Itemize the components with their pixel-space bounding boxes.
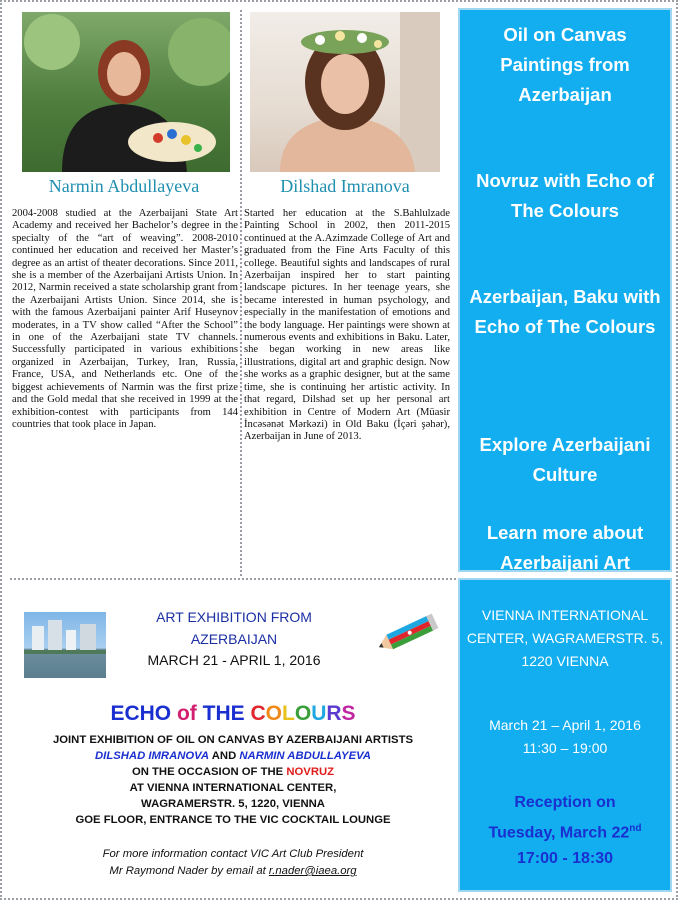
- venue-hours: 11:30 – 19:00: [522, 740, 608, 756]
- reception-time: 17:00 - 18:30: [516, 850, 614, 868]
- sidebar-item-baku: Azerbaijan, Baku with Echo of The Colours: [469, 286, 661, 337]
- column-divider: [240, 10, 242, 576]
- joint-exhibition-line: JOINT EXHIBITION OF OIL ON CANVAS BY AZERBAIJANI ARTISTS: [52, 734, 414, 746]
- sidebar-item-culture: Explore Azerbaijani Culture: [479, 434, 651, 485]
- topics-sidebar: [458, 8, 672, 572]
- artist-name-dilshad: Dilshad Imranova: [280, 176, 410, 196]
- reception-info: [460, 790, 670, 872]
- contact-email-link[interactable]: r.nader@iaea.org: [268, 865, 357, 877]
- sidebar-item-oil-paintings: Oil on Canvas Paintings from Azerbaijan: [500, 24, 630, 105]
- venue-dates: [460, 714, 670, 760]
- sidebar-item-novruz: Novruz with Echo of The Colours: [476, 170, 654, 221]
- contact-line-2: Mr Raymond Nader by email at r.nader@iaea.org: [109, 865, 357, 877]
- skyline-illustration: [24, 612, 106, 678]
- portrait-illustration: [22, 12, 230, 172]
- floor-line: GOE FLOOR, ENTRANCE TO THE VIC COCKTAIL LOUNGE: [75, 814, 391, 826]
- artist-photo-dilshad: [250, 12, 440, 172]
- exhibition-title: ART EXHIBITION FROM AZERBAIJAN: [156, 609, 312, 647]
- street-line: WAGRAMERSTR. 5, 1220, VIENNA: [141, 798, 325, 810]
- occasion-line: ON THE OCCASION OF THE NOVRUZ: [131, 766, 335, 778]
- artist-photo-narmin: [22, 12, 230, 172]
- venue-date-range: March 21 – April 1, 2016: [489, 717, 641, 733]
- venue-line: AT VIENNA INTERNATIONAL CENTER,: [129, 782, 337, 794]
- artists-line: DILSHAD IMRANOVA AND NARMIN ABDULLAYEVA: [95, 750, 371, 762]
- reception-line-1: Reception on: [514, 794, 616, 811]
- portrait-illustration: [250, 12, 440, 172]
- pencil-flag-icon: [370, 606, 444, 662]
- venue-address: VIENNA INTERNATIONAL CENTER, WAGRAMERSTR. 5, 1220 VIENNA: [466, 607, 664, 669]
- contact-info: [10, 846, 456, 880]
- section-divider: [10, 578, 456, 580]
- exhibition-dates: MARCH 21 - APRIL 1, 2016: [147, 652, 321, 668]
- artist-bio-dilshad: Started her education at the S.Bahlulzade Painting School in 2002, then 2011-2015 continued at the A.Azimzade College of Art and graduated from the Fine Arts Faculty of this college. Beautiful sights and landscapes of rural Azerbaijan inspired her to start painting landscape pictures. In her teenage years, she became interested in human psychology, and especially in the manifestation of emotions and the body language. Her paintings were shown at numerous events and exhibitions in Baku. Later, she began working in new areas like illustrations, digital art and graphic design. Now she works as a graphic designer, but at the same time, she is continuing her artistic activity. In that regard, Dilshad set up her personal art exhibition in Centre of Modern Art (Müasir İncəsənət Mərkəzi) in Old Baku (İçəri şəhər), Azerbaijan in June of 2013.: [244, 208, 450, 443]
- exhibition-details: [10, 732, 456, 828]
- rainbow-colours-word: COLOURS: [250, 702, 356, 725]
- sidebar-item-art: Learn more about Azerbaijani Art: [486, 522, 644, 573]
- artist-bio-narmin: 2004-2008 studied at the Azerbaijani State Art Academy and received her Bachelor’s degree in the specialty of the “art of weaving”. 2008-2010 continued her education and received her Master’s degree as an artist of theater decorations. Since 2011, she is a member of the Azerbaijani Artists Union. In 2012, Narmin received a state scholarship grant from the Azerbaijani Artists Union. Since 2014, she is with the famous Azerbaijani painter Arif Huseynov moderates, in a TV show called “After the School” in one of the Azerbaijani state TV channels. Successfully participated in various exhibitions organized in Azerbaijan, Turkey, Iran, Russia, France, USA, and Netherlands etc. One of the biggest achievements of Narmin was the first prize and the Gold medal that she received in 1999 at the exhibition-contest with participants from 144 countries that took place in Japan.: [12, 208, 238, 430]
- vienna-skyline-image: [24, 612, 106, 678]
- echo-of-colours-headline: ECHO of THE COLOURS: [110, 702, 356, 725]
- contact-line-1: For more information contact VIC Art Club President: [102, 848, 364, 860]
- artist-name-narmin: Narmin Abdullayeva: [48, 176, 200, 196]
- reception-line-2: Tuesday, March 22nd: [488, 823, 642, 842]
- venue-box: [458, 578, 672, 892]
